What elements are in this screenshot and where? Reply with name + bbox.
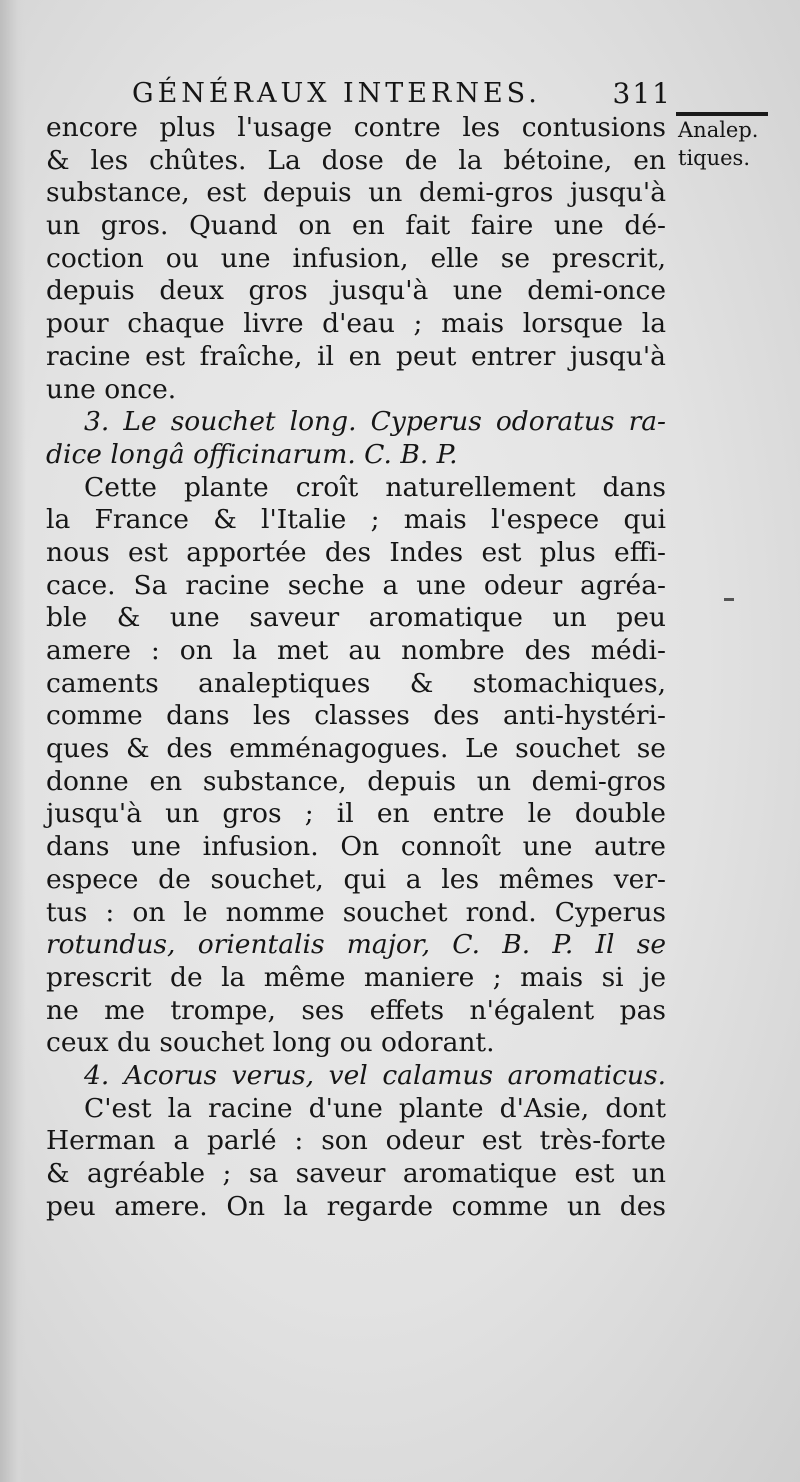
text-line: Herman a parlé : son odeur est très-forte — [46, 1125, 666, 1157]
text-line: peu amere. On la regarde comme un des — [46, 1190, 666, 1222]
text-line: & les chûtes. La dose de la bétoine, en — [46, 144, 666, 176]
page-header — [132, 74, 672, 114]
margin-note-line: Analep. — [678, 118, 759, 142]
text-line: rotundus, orientalis major, C. B. P. Il se — [46, 929, 666, 961]
text-line: tus : on le nomme souchet rond. Cyperus — [46, 896, 666, 928]
margin-note-line: tiques. — [678, 146, 751, 170]
text-line: amere : on la met au nombre des médi- — [46, 635, 666, 666]
text-line: C'est la racine d'une plante d'Asie, dont — [84, 1092, 666, 1124]
text-line: ques & des emménagogues. Le souchet se — [46, 733, 666, 765]
text-line: 3. Le souchet long. Cyperus odoratus ra- — [84, 406, 666, 438]
text-line: dans une infusion. On connoît une autre — [46, 831, 666, 863]
margin-note — [672, 112, 792, 172]
text-line: nous est apportée des Indes est plus effi- — [46, 536, 666, 568]
text-line: ne me trompe, ses effets n'égalent pas — [46, 994, 666, 1026]
text-line: la France & l'Italie ; mais l'espece qui — [46, 504, 666, 536]
text-line: dice longâ officinarum. C. B. P. — [46, 438, 458, 470]
text-line: encore plus l'usage contre les contusions — [46, 112, 666, 143]
text-line: prescrit de la même maniere ; mais si je — [46, 961, 666, 993]
text-line: espece de souchet, qui a les mêmes ver- — [46, 863, 666, 895]
text-line: coction ou une infusion, elle se prescrit, — [46, 242, 666, 274]
text-line: donne en substance, depuis un demi-gros — [46, 765, 666, 797]
text-line: une once. — [46, 373, 177, 405]
text-line: 4. Acorus verus, vel calamus aromaticus. — [84, 1059, 666, 1091]
text-line: Cette plante croît naturellement dans — [84, 471, 666, 503]
text-line: cace. Sa racine seche a une odeur agréa- — [46, 569, 666, 601]
text-line: depuis deux gros jusqu'à une demi-once — [46, 275, 666, 307]
text-line: comme dans les classes des anti-hystéri- — [46, 700, 666, 732]
page-gutter-shadow — [0, 0, 26, 1482]
text-line: pour chaque livre d'eau ; mais lorsque la — [46, 308, 666, 340]
text-line: ble & une saveur aromatique un peu — [46, 602, 666, 634]
text-line: jusqu'à un gros ; il en entre le double — [46, 798, 666, 830]
body-text — [46, 112, 666, 1223]
page-number: 311 — [612, 77, 672, 110]
text-line: ceux du souchet long ou odorant. — [46, 1027, 495, 1059]
text-line: substance, est depuis un demi-gros jusqu'à — [46, 177, 666, 209]
ink-speck — [724, 598, 734, 601]
text-line: un gros. Quand on en fait faire une dé- — [46, 210, 666, 242]
running-head: GÉNÉRAUX INTERNES. — [132, 78, 541, 109]
text-line: & agréable ; sa saveur aromatique est un — [46, 1158, 666, 1189]
text-line: caments analeptiques & stomachiques, — [46, 667, 666, 699]
text-line: racine est fraîche, il en peut entrer jusqu'à — [46, 340, 666, 372]
